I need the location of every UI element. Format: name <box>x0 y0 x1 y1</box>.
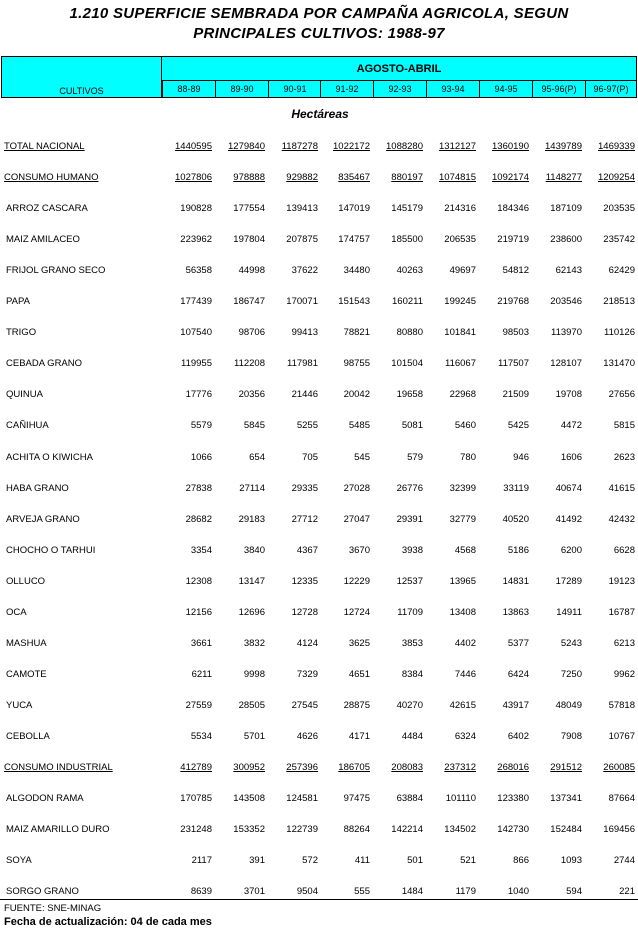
table-cell: 10767 <box>608 730 635 742</box>
table-cell: 143508 <box>233 793 265 805</box>
table-cell: 101841 <box>444 327 476 339</box>
table-cell: 6628 <box>613 544 635 556</box>
table-cell: 32779 <box>449 513 476 525</box>
table-cell: 48049 <box>555 699 582 711</box>
table-cell: 6402 <box>507 730 529 742</box>
table-cell: 3840 <box>243 544 265 556</box>
table-cell: 4124 <box>296 637 318 649</box>
row-label: OCA <box>6 606 27 618</box>
table-cell: 40674 <box>555 482 582 494</box>
table-cell: 123380 <box>497 793 529 805</box>
row-label: CONSUMO HUMANO <box>4 172 99 184</box>
table-cell: 21509 <box>502 389 529 401</box>
table-cell: 122739 <box>286 824 318 836</box>
year-header: 95-96(P) <box>532 80 586 98</box>
table-cell: 9962 <box>613 668 635 680</box>
row-label: QUINUA <box>6 389 43 401</box>
table-row <box>0 731 638 745</box>
table-cell: 218513 <box>603 296 635 308</box>
table-row <box>0 824 638 838</box>
table-cell: 208083 <box>391 762 423 773</box>
unit-label: Hectáreas <box>291 107 349 121</box>
table-cell: 152484 <box>550 824 582 836</box>
title-line-1: 1.210 SUPERFICIE SEMBRADA POR CAMPAÑA AGRICOLA, SEGUN <box>69 5 569 22</box>
table-cell: 107540 <box>180 327 212 339</box>
table-cell: 16787 <box>608 606 635 618</box>
table-cell: 98503 <box>502 327 529 339</box>
source-note: FUENTE: SNE-MINAG <box>4 903 102 914</box>
table-cell: 5579 <box>190 420 212 432</box>
table-row <box>0 203 638 217</box>
table-cell: 257396 <box>286 762 318 773</box>
table-cell: 594 <box>566 886 582 898</box>
table-cell: 5255 <box>296 420 318 432</box>
table-cell: 151543 <box>338 296 370 308</box>
table-cell: 5701 <box>243 730 265 742</box>
table-cell: 291512 <box>550 762 582 773</box>
table-cell: 8384 <box>401 668 423 680</box>
row-label: CAÑIHUA <box>6 420 49 432</box>
table-cell: 12696 <box>238 606 265 618</box>
table-cell: 27114 <box>239 482 265 494</box>
table-cell: 27656 <box>608 389 635 401</box>
row-label: ARVEJA GRANO <box>6 513 80 525</box>
table-cell: 3670 <box>348 544 370 556</box>
year-header: 90-91 <box>268 80 322 98</box>
table-cell: 54812 <box>502 265 529 277</box>
table-cell: 87664 <box>608 793 635 805</box>
table-cell: 186747 <box>233 296 265 308</box>
table-cell: 3625 <box>348 637 370 649</box>
table-cell: 978888 <box>233 172 265 184</box>
row-label: PAPA <box>6 296 30 308</box>
table-cell: 219719 <box>497 234 529 246</box>
table-cell: 1179 <box>455 886 476 898</box>
table-cell: 4568 <box>454 544 476 556</box>
table-cell: 2117 <box>191 855 212 867</box>
table-row <box>0 576 638 590</box>
table-cell: 142214 <box>391 824 423 836</box>
row-label: YUCA <box>6 699 33 711</box>
table-cell: 37622 <box>291 265 318 277</box>
table-cell: 170785 <box>180 793 212 805</box>
table-cell: 411 <box>354 855 370 867</box>
row-label: CEBOLLA <box>6 730 50 742</box>
year-header: 93-94 <box>426 80 480 98</box>
table-cell: 219768 <box>497 296 529 308</box>
table-cell: 207875 <box>286 234 318 246</box>
row-label: OLLUCO <box>6 575 46 587</box>
table-cell: 40263 <box>396 265 423 277</box>
table-cell: 119955 <box>181 358 212 370</box>
table-cell: 4626 <box>296 730 318 742</box>
table-cell: 1148277 <box>545 172 582 184</box>
table-row <box>0 234 638 248</box>
table-cell: 5425 <box>507 420 529 432</box>
table-cell: 98755 <box>343 358 370 370</box>
table-cell: 40520 <box>502 513 529 525</box>
table-cell: 1022172 <box>333 141 370 152</box>
update-note: Fecha de actualización: 04 de cada mes <box>4 916 212 928</box>
table-cell: 4484 <box>401 730 423 742</box>
table-cell: 177554 <box>233 203 265 215</box>
year-header: 96-97(P) <box>585 80 637 98</box>
table-cell: 391 <box>249 855 265 867</box>
table-cell: 203535 <box>603 203 635 215</box>
row-label: CHOCHO O TARHUI <box>6 544 96 556</box>
table-cell: 3701 <box>243 886 265 898</box>
table-cell: 78821 <box>343 327 370 339</box>
table-row <box>0 545 638 559</box>
row-label: TOTAL NACIONAL <box>4 141 85 152</box>
table-cell: 169456 <box>603 824 635 836</box>
table-cell: 5845 <box>243 420 265 432</box>
table-cell: 97475 <box>343 793 370 805</box>
table-bottom-rule <box>0 899 638 900</box>
table-cell: 128107 <box>550 358 582 370</box>
table-cell: 5534 <box>190 730 212 742</box>
year-header: 92-93 <box>373 80 427 98</box>
table-cell: 1439789 <box>545 141 582 152</box>
table-cell: 7446 <box>454 668 476 680</box>
page-title <box>0 4 638 44</box>
table-cell: 8639 <box>190 886 212 898</box>
table-cell: 3938 <box>401 544 423 556</box>
table-cell: 579 <box>407 451 423 463</box>
table-cell: 153352 <box>233 824 265 836</box>
row-label: CONSUMO INDUSTRIAL <box>4 762 113 773</box>
table-cell: 1093 <box>560 855 582 867</box>
table-cell: 12335 <box>291 575 318 587</box>
table-cell: 57818 <box>608 699 635 711</box>
table-cell: 3853 <box>401 637 423 649</box>
table-cell: 1074815 <box>439 172 476 184</box>
table-cell: 6324 <box>454 730 476 742</box>
table-cell: 268016 <box>497 762 529 773</box>
table-cell: 142730 <box>497 824 529 836</box>
table-cell: 835467 <box>338 172 370 184</box>
table-cell: 5377 <box>507 637 529 649</box>
row-label: ACHITA O KIWICHA <box>6 451 93 463</box>
table-cell: 174757 <box>338 234 370 246</box>
table-cell: 22968 <box>449 389 476 401</box>
table-cell: 21446 <box>291 389 318 401</box>
table-cell: 110126 <box>604 327 635 339</box>
table-cell: 2623 <box>613 451 635 463</box>
row-label: MAIZ AMARILLO DURO <box>6 824 110 836</box>
table-cell: 1092174 <box>492 172 529 184</box>
table-cell: 7908 <box>560 730 582 742</box>
table-cell: 190828 <box>180 203 212 215</box>
table-cell: 197804 <box>233 234 265 246</box>
table-cell: 160211 <box>392 296 423 308</box>
table-cell: 5815 <box>613 420 635 432</box>
table-cell: 780 <box>460 451 476 463</box>
table-cell: 27545 <box>291 699 318 711</box>
table-cell: 28875 <box>343 699 370 711</box>
table-cell: 235742 <box>603 234 635 246</box>
table-cell: 231248 <box>180 824 212 836</box>
table-row <box>0 700 638 714</box>
table-cell: 113970 <box>551 327 582 339</box>
table-cell: 12156 <box>185 606 212 618</box>
table-cell: 946 <box>513 451 529 463</box>
table-cell: 117981 <box>287 358 318 370</box>
table-cell: 1312127 <box>439 141 476 152</box>
row-label: HABA GRANO <box>6 482 69 494</box>
table-cell: 13147 <box>238 575 265 587</box>
table-cell: 185500 <box>391 234 423 246</box>
table-cell: 6213 <box>613 637 635 649</box>
row-label: MASHUA <box>6 637 47 649</box>
row-label: ALGODON RAMA <box>6 793 84 805</box>
row-label: MAIZ AMILACEO <box>6 234 80 246</box>
table-cell: 6424 <box>507 668 529 680</box>
table-cell: 112208 <box>234 358 265 370</box>
table-cell: 555 <box>354 886 370 898</box>
table-cell: 1209254 <box>598 172 635 184</box>
table-cell: 27559 <box>185 699 212 711</box>
table-cell: 5081 <box>401 420 423 432</box>
table-cell: 1040 <box>507 886 529 898</box>
table-cell: 19658 <box>396 389 423 401</box>
table-cell: 41615 <box>608 482 635 494</box>
title-line-2: PRINCIPALES CULTIVOS: 1988-97 <box>193 25 445 42</box>
table-cell: 101110 <box>445 793 476 805</box>
table-cell: 3661 <box>190 637 212 649</box>
table-cell: 27712 <box>291 513 318 525</box>
table-cell: 116067 <box>445 358 476 370</box>
table-cell: 117507 <box>498 358 529 370</box>
table-cell: 170071 <box>286 296 318 308</box>
table-cell: 545 <box>354 451 370 463</box>
table-cell: 5485 <box>348 420 370 432</box>
table-cell: 260085 <box>603 762 635 773</box>
table-cell: 145179 <box>391 203 423 215</box>
table-cell: 521 <box>460 855 476 867</box>
table-cell: 98706 <box>238 327 265 339</box>
table-cell: 131470 <box>603 358 635 370</box>
table-cell: 27838 <box>185 482 212 494</box>
table-cell: 20356 <box>238 389 265 401</box>
table-cell: 184346 <box>497 203 529 215</box>
table-cell: 63884 <box>396 793 423 805</box>
table-cell: 5186 <box>507 544 529 556</box>
table-cell: 5243 <box>560 637 582 649</box>
table-cell: 19708 <box>555 389 582 401</box>
table-cell: 12537 <box>396 575 423 587</box>
table-row <box>0 669 638 683</box>
table-cell: 1440595 <box>175 141 212 152</box>
table-row <box>0 855 638 869</box>
table-cell: 43917 <box>502 699 529 711</box>
table-cell: 1088280 <box>386 141 423 152</box>
table-cell: 99413 <box>291 327 318 339</box>
table-cell: 4402 <box>454 637 476 649</box>
row-label: FRIJOL GRANO SECO <box>6 265 106 277</box>
table-cell: 33119 <box>503 482 529 494</box>
table-cell: 221 <box>619 886 635 898</box>
table-cell: 12229 <box>343 575 370 587</box>
table-cell: 199245 <box>444 296 476 308</box>
table-row <box>0 514 638 528</box>
table-cell: 1606 <box>560 451 582 463</box>
table-cell: 705 <box>302 451 318 463</box>
table-cell: 4171 <box>348 730 370 742</box>
table-cell: 29335 <box>291 482 318 494</box>
table-cell: 4651 <box>348 668 370 680</box>
table-cell: 1279840 <box>228 141 265 152</box>
table-cell: 20042 <box>343 389 370 401</box>
table-row <box>0 172 638 186</box>
row-label: SOYA <box>6 855 32 867</box>
table-cell: 124581 <box>286 793 318 805</box>
table-cell: 19123 <box>608 575 635 587</box>
table-row <box>0 483 638 497</box>
table-cell: 32399 <box>449 482 476 494</box>
cultivos-header: CULTIVOS <box>59 86 104 96</box>
table-cell: 6211 <box>191 668 212 680</box>
table-cell: 1027806 <box>175 172 212 184</box>
table-cell: 9998 <box>243 668 265 680</box>
table-cell: 49697 <box>449 265 476 277</box>
table-cell: 1360190 <box>492 141 529 152</box>
table-cell: 134502 <box>444 824 476 836</box>
row-label: TRIGO <box>6 327 37 339</box>
row-label: CAMOTE <box>6 668 47 680</box>
table-row <box>0 141 638 155</box>
table-cell: 17776 <box>185 389 212 401</box>
table-cell: 44998 <box>238 265 265 277</box>
table-cell: 572 <box>302 855 318 867</box>
table-row <box>0 607 638 621</box>
table-cell: 177439 <box>180 296 212 308</box>
table-cell: 13863 <box>502 606 529 618</box>
table-cell: 5460 <box>454 420 476 432</box>
table-cell: 26776 <box>396 482 423 494</box>
table-cell: 501 <box>407 855 423 867</box>
table-cell: 1484 <box>401 886 423 898</box>
table-cell: 40270 <box>396 699 423 711</box>
table-cell: 880197 <box>391 172 423 184</box>
table-cell: 12308 <box>185 575 212 587</box>
table-cell: 137341 <box>550 793 582 805</box>
group-header: AGOSTO-ABRIL <box>161 56 637 81</box>
table-cell: 42615 <box>449 699 476 711</box>
table-cell: 237312 <box>444 762 476 773</box>
table-cell: 34480 <box>343 265 370 277</box>
table-cell: 88264 <box>343 824 370 836</box>
table-cell: 214316 <box>444 203 476 215</box>
year-header: 88-89 <box>162 80 216 98</box>
table-cell: 1187278 <box>281 141 318 152</box>
table-cell: 9504 <box>296 886 318 898</box>
table-cell: 17289 <box>555 575 582 587</box>
table-cell: 11709 <box>397 606 423 618</box>
table-cell: 62143 <box>555 265 582 277</box>
table-cell: 929882 <box>286 172 318 184</box>
year-header: 94-95 <box>479 80 533 98</box>
table-cell: 654 <box>249 451 265 463</box>
table-cell: 29183 <box>238 513 265 525</box>
table-cell: 12728 <box>291 606 318 618</box>
table-cell: 42432 <box>608 513 635 525</box>
table-row <box>0 389 638 403</box>
table-row <box>0 638 638 652</box>
table-cell: 412789 <box>180 762 212 773</box>
row-label: CEBADA GRANO <box>6 358 83 370</box>
year-header: 89-90 <box>215 80 269 98</box>
table-cell: 139413 <box>286 203 318 215</box>
table-cell: 187109 <box>550 203 582 215</box>
table-cell: 28682 <box>185 513 212 525</box>
table-cell: 62429 <box>608 265 635 277</box>
table-cell: 14911 <box>556 606 582 618</box>
table-row <box>0 420 638 434</box>
table-row <box>0 327 638 341</box>
table-cell: 1066 <box>190 451 212 463</box>
table-cell: 4472 <box>560 420 582 432</box>
table-row <box>0 296 638 310</box>
year-header: 91-92 <box>320 80 374 98</box>
table-cell: 300952 <box>233 762 265 773</box>
table-cell: 6200 <box>560 544 582 556</box>
row-label: ARROZ CASCARA <box>6 203 88 215</box>
table-cell: 206535 <box>444 234 476 246</box>
table-cell: 203546 <box>550 296 582 308</box>
table-cell: 28505 <box>238 699 265 711</box>
table-cell: 3832 <box>243 637 265 649</box>
table-cell: 29391 <box>396 513 423 525</box>
table-row <box>0 793 638 807</box>
table-cell: 13408 <box>449 606 476 618</box>
table-cell: 7329 <box>296 668 318 680</box>
table-row <box>0 265 638 279</box>
table-row <box>0 358 638 372</box>
table-cell: 12724 <box>343 606 370 618</box>
table-row <box>0 452 638 466</box>
table-cell: 80880 <box>396 327 423 339</box>
table-cell: 186705 <box>338 762 370 773</box>
table-cell: 238600 <box>550 234 582 246</box>
table-row <box>0 762 638 776</box>
table-cell: 1469339 <box>598 141 635 152</box>
table-cell: 13965 <box>449 575 476 587</box>
table-cell: 101504 <box>391 358 423 370</box>
table-cell: 3354 <box>190 544 212 556</box>
table-cell: 4367 <box>296 544 318 556</box>
table-cell: 27047 <box>343 513 370 525</box>
table-cell: 223962 <box>180 234 212 246</box>
table-cell: 56358 <box>185 265 212 277</box>
table-cell: 7250 <box>560 668 582 680</box>
table-cell: 866 <box>513 855 529 867</box>
table-cell: 14831 <box>502 575 529 587</box>
table-cell: 41492 <box>555 513 582 525</box>
table-cell: 27028 <box>343 482 370 494</box>
row-label: SORGO GRANO <box>6 886 79 898</box>
table-cell: 147019 <box>338 203 370 215</box>
table-cell: 2744 <box>613 855 635 867</box>
